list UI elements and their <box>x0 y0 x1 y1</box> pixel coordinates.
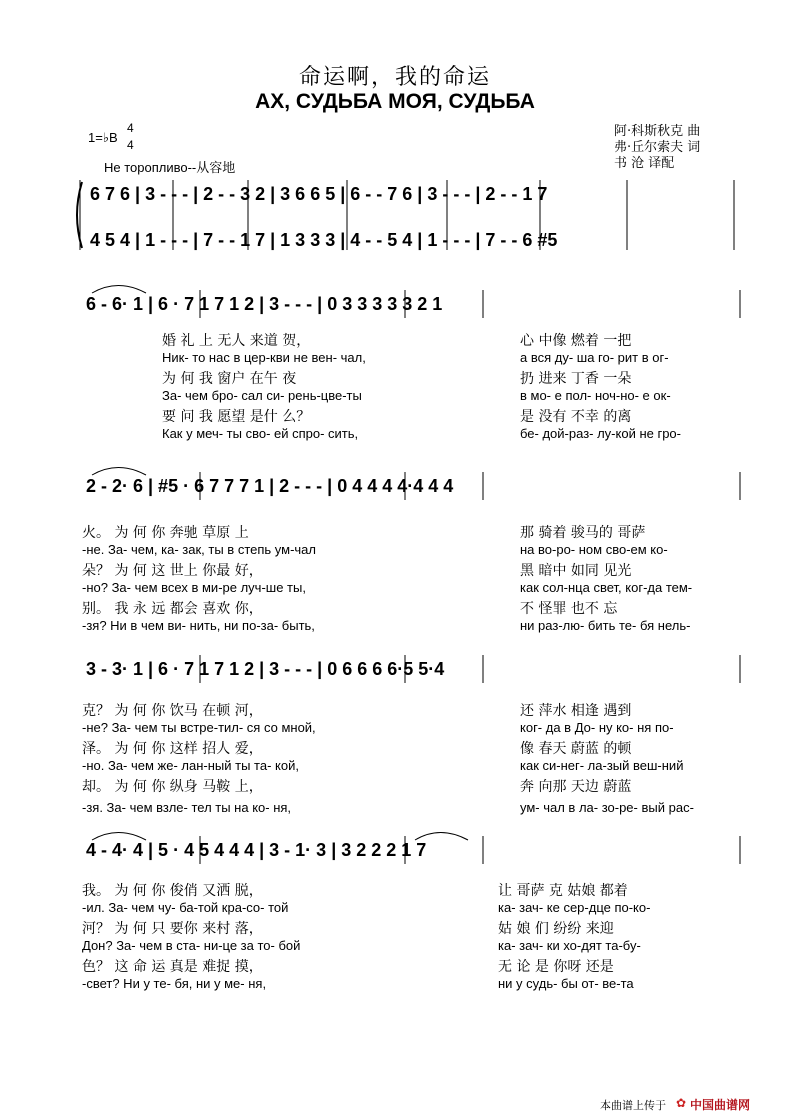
system-3-lyric-6b: ум- чал в ла- зо-ре- вый рас- <box>520 800 694 815</box>
system-3-lyric-5a: 却。 为 何 你 纵身 马鞍 上， <box>82 779 263 795</box>
system-1-lyric-3b: 扔 进来 丁香 一朵 <box>520 371 632 387</box>
site-name[interactable]: 中国曲谱网 <box>690 1098 751 1112</box>
credit-composer: 阿·科斯秋克 曲 <box>614 124 701 139</box>
system-4-lyric-1a: 我。 为 何 你 俊俏 又洒 脱， <box>82 883 263 899</box>
system-4-lyric-5b: 无 论 是 你呀 还是 <box>498 959 614 975</box>
system-1-lyric-3a: 为 何 我 窗户 在午 夜 <box>162 371 297 387</box>
key-signature: 1=♭B <box>88 130 118 145</box>
title-russian: АХ, СУДЬБА МОЯ, СУДЬБА <box>255 90 535 113</box>
system-1-lyric-4a: За- чем бро- сал си- рень-цве-ты <box>162 388 362 403</box>
system-3-lyric-1a: 克？ 为 何 你 饮马 在顿 河， <box>82 703 263 719</box>
system-3-lyric-6a: -зя. За- чем взле- тел ты на ко- ня, <box>82 800 292 815</box>
system-2-lyric-1b: 那 骑着 骏马的 哥萨 <box>520 525 646 541</box>
system-2-lyric-4a: -но? За- чем всех в ми-ре луч-ше ты, <box>82 580 306 595</box>
intro-upper-notes: 6 7 6 | 3 - - - | 2 - - 3 2 | 3 6 6 5 | 6 - - 7 6 | 3 - - - | 2 - - 1 7 <box>90 184 548 204</box>
system-4-lyric-3b: 姑 娘 们 纷纷 来迎 <box>498 921 614 937</box>
title-chinese: 命运啊，我的命运 <box>298 65 491 90</box>
system-1-lyric-2a: Ник- то нас в цер-кви не вен- чал, <box>162 350 366 365</box>
time-signature-top: 4 <box>127 121 134 135</box>
system-2-lyric-6b: ни раз-лю- бить те- бя нель- <box>520 618 691 633</box>
system-1-lyric-1b: 心 中像 燃着 一把 <box>520 333 632 349</box>
time-signature-bottom: 4 <box>127 138 134 152</box>
system-2-lyric-2b: на во-ро- ном сво-ем ко- <box>520 542 668 557</box>
credit-lyricist: 弗·丘尔索夫 词 <box>614 140 701 155</box>
system-3-lyric-2b: ког- да в До- ну ко- ня по- <box>520 720 674 735</box>
system-1-lyric-5b: 是 没有 不幸 的离 <box>520 409 632 425</box>
system-3-lyric-3b: 像 春天 蔚蓝 的顿 <box>520 741 632 757</box>
system-4-lyric-2b: ка- зач- ке сер-дце по-ко- <box>498 900 651 915</box>
intro-lower-notes: 4 5 4 | 1 - - - | 7 - - 1 7 | 1 3 3 3 | 4 - - 5 4 | 1 - - - | 7 - - 6 #5 <box>90 230 558 250</box>
system-4-lyric-1b: 让 哥萨 克 姑娘 都着 <box>498 883 628 899</box>
system-4-lyric-5a: 色？ 这 命 运 真是 难捉 摸， <box>82 959 263 975</box>
system-4-lyric-6b: ни у судь- бы от- ве-та <box>498 976 634 991</box>
system-3-lyric-1b: 还 萍水 相逢 遇到 <box>520 703 632 719</box>
system-1-lyric-2b: а вся ду- ша го- рит в ог- <box>520 350 669 365</box>
system-1-notes: 6 - 6· 1 | 6 · 7 1 7 1 2 | 3 - - - | 0 3 3 3 3 3 2 1 <box>86 294 443 314</box>
system-1-lyric-4b: в мо- е пол- ноч-но- е ок- <box>520 388 671 403</box>
system-3-lyric-5b: 奔 向那 天边 蔚蓝 <box>520 779 632 795</box>
system-2-lyric-5a: 别。 我 永 远 都会 喜欢 你， <box>82 601 263 617</box>
system-3-lyric-4a: -но. За- чем же- лан-ный ты та- кой, <box>82 758 299 773</box>
system-2-lyric-6a: -зя? Ни в чем ви- нить, ни по-за- быть, <box>82 618 315 633</box>
credit-translator: 书 沧 译配 <box>614 156 675 171</box>
site-logo-icon: ✿ <box>676 1096 687 1110</box>
system-4-lyric-6a: -свет? Ни у те- бя, ни у ме- ня, <box>82 976 267 991</box>
system-1-lyric-6b: бе- дой-раз- лу-кой не гро- <box>520 426 681 441</box>
system-4-lyric-4b: ка- зач- ки хо-дят та-бу- <box>498 938 641 953</box>
system-3-notes: 3 - 3· 1 | 6 · 7 1 7 1 2 | 3 - - - | 0 6 6 6 6·5 5·4 <box>86 659 445 679</box>
tempo-marking: Не торопливо--从容地 <box>104 160 236 175</box>
system-3-lyric-2a: -не? За- чем ты встре-тил- ся со мной, <box>82 720 316 735</box>
system-3-lyric-4b: как си-нег- ла-зый веш-ний <box>520 758 684 773</box>
system-2-notes: 2 - 2· 6 | #5 · 6 7 7 7 1 | 2 - - - | 0 4 4 4 4·4 4 4 <box>86 476 454 496</box>
system-2-lyric-5b: 不 怪罪 也不 忘 <box>520 601 618 617</box>
system-4-lyric-4a: Дон? За- чем в ста- ни-це за то- бой <box>82 938 301 953</box>
system-3-lyric-3a: 泽。 为 何 你 这样 招人 爱， <box>82 741 263 757</box>
system-2-lyric-3a: 朵？ 为 何 这 世上 你最 好， <box>82 563 263 579</box>
system-4-notes: 4 - 4· 4 | 5 · 4 5 4 4 4 | 3 - 1· 3 | 3 2 2 2 1 7 <box>86 840 427 860</box>
system-4-lyric-3a: 河？ 为 何 只 要你 来村 落， <box>82 921 263 937</box>
system-2-lyric-1a: 火。 为 何 你 奔驰 草原 上 <box>82 525 249 541</box>
system-2-lyric-3b: 黑 暗中 如同 见光 <box>520 563 632 579</box>
system-2-lyric-4b: как сол-нца свет, ког-да тем- <box>520 580 693 595</box>
system-4-lyric-2a: -ил. За- чем чу- ба-той кра-со- той <box>82 900 289 915</box>
system-1-lyric-5a: 要 问 我 愿望 是什 么？ <box>162 409 311 425</box>
system-1-lyric-1a: 婚 礼 上 无人 来道 贺， <box>162 333 311 349</box>
system-1-lyric-6a: Как у меч- ты сво- ей спро- сить, <box>162 426 359 441</box>
footer-upload-text: 本曲谱上传于 <box>600 1099 666 1112</box>
system-2-lyric-2a: -не. За- чем, ка- зак, ты в степь ум-чал <box>82 542 316 557</box>
